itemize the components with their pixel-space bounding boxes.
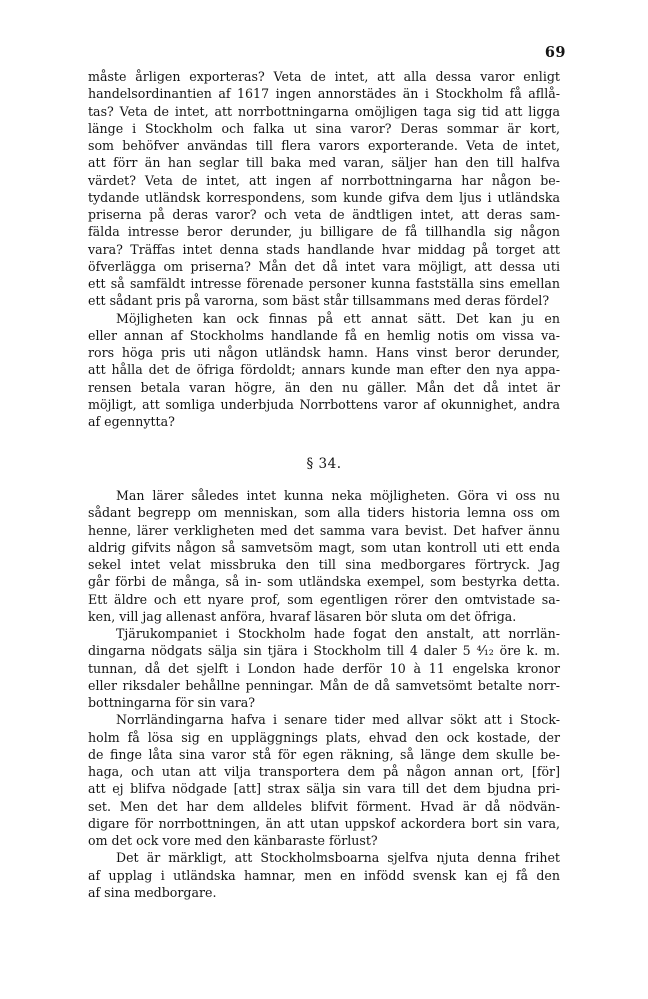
text-line: digare för norrbottningen, än att utan uppskof ackordera bort sin vara, [88,815,560,831]
text-line: rensen betala varan högre, än den nu gäller. Mån det då intet är [88,379,560,395]
text-line: som behöfver användas till flera varors exporterande. Veta de intet, [88,138,560,153]
text-line: måste årligen exporteras? Veta de intet, att alla dessa varor enligt [88,69,560,84]
text-line: haga, och utan att vilja transportera dem på någon annan ort, [för] [88,764,560,779]
text-line: af upplag i utländska hamnar, men en infödd svensk kan ej få den [88,867,560,883]
text-line: handelsordinantien af 1617 ingen annorstädes än i Stockholm få afllå- [88,86,560,102]
text-line: de finge låta sina varor stå för egen räkning, så länge dem skulle be- [88,746,560,762]
text-line: att förr än han seglar till baka med varan, säljer han den till halfva [88,155,560,171]
text-line: holm få lösa sig en uppläggnings plats, ehvad den ock kostade, der [88,729,560,745]
text-line: länge i Stockholm och falka ut sina varor? Deras sommar är kort, [88,120,560,136]
text-line: att ej blifva nödgade [att] strax sälja sin vara till det dem bjudna pri- [88,781,560,797]
text-line: öfverlägga om priserna? Mån det då intet vara möjligt, att dessa uti [88,258,560,274]
text-line: Tjärukompaniet i Stockholm hade fogat den anstalt, att norrlän- [116,626,560,641]
text-line: ett så samfäldt intresse förenade personer kunna fastställa sins emellan [88,276,560,291]
text-line: om det ock vore med den känbaraste förlust? [88,833,378,848]
text-line: att hålla det de öfriga fördoldt; annars kunde man efter den nya appa- [88,362,560,378]
text-block-section-34 [88,487,560,901]
text-line: fälda intresse beror derunder, ju billigare de få tillhandla sig någon [88,224,560,240]
text-line: tas? Veta de intet, att norrbottningarna omöjligen taga sig tid att ligga [88,103,560,119]
text-line: Man lärer således intet kunna neka möjligheten. Göra vi oss nu [116,488,560,503]
text-line: Det är märkligt, att Stockholmsboarna sjelfva njuta denna frihet [116,850,560,866]
text-block-before-section [88,68,560,430]
text-line: går förbi de många, så in- som utländska exempel, som bestyrka detta. [88,574,560,590]
text-line: Ett äldre och ett nyare prof, som egentligen rörer den omtvistade sa- [88,591,560,607]
text-line: ken, vill jag allenast anföra, hvaraf läsaren bör sluta om det öfriga. [88,608,517,624]
text-line: af sina medborgare. [88,884,217,900]
text-line: af egennytta? [88,414,175,429]
text-line: tunnan, då det sjelft i London hade derför 10 à 11 engelska kronor [88,660,560,676]
text-line: sådant begrepp om menniskan, som alla tiders historia lemna oss om [88,505,560,521]
text-line: möjligt, att somliga underbjuda Norrbottens varor af okunnighet, andra [88,396,560,412]
text-line: priserna på deras varor? och veta de ändtligen intet, att deras sam- [88,207,560,222]
text-line: värdet? Veta de intet, att ingen af norrbottningarna har någon be- [88,172,560,188]
page-number: 69 [544,44,566,61]
text-line: henne, lärer verkligheten med det samma vara bevist. Det hafver ännu [88,522,560,538]
text-line: aldrig gifvits någon så samvetsöm magt, som utan kontroll uti ett enda [88,539,560,555]
text-line: bottningarna för sin vara? [88,695,256,710]
text-line: rors höga pris uti någon utländsk hamn. Hans vinst beror derunder, [88,345,560,360]
text-line: Norrländingarna hafva i senare tider med allvar sökt att i Stock- [116,712,560,728]
text-line: Möjligheten kan ock finnas på ett annat sätt. Det kan ju en [116,310,560,326]
text-line: vara? Träffas intet denna stads handlande hvar middag på torget att [88,241,560,257]
text-line: tydande utländsk korrespondens, som kunde gifva dem ljus i utländska [88,189,560,205]
text-line: dingarna nödgats sälja sin tjära i Stockholm till 4 daler 5 ⁴⁄₁₂ öre k. m. [88,643,560,659]
text-line: eller annan af Stockholms handlande få en hemlig notis om vissa va- [88,327,560,343]
text-line: sekel intet velat missbruka den till sina medborgares förtryck. Jag [88,557,560,572]
text-line: ett sådant pris på varorna, som bäst står tillsammans med deras fördel? [88,293,550,309]
text-line: eller riksdaler behållne penningar. Mån de då samvetsömt betalte norr- [88,677,560,693]
text-line: set. Men det har dem alldeles blifvit förment. Hvad är då nödvän- [88,798,560,814]
section-heading: § 34. [306,456,342,472]
